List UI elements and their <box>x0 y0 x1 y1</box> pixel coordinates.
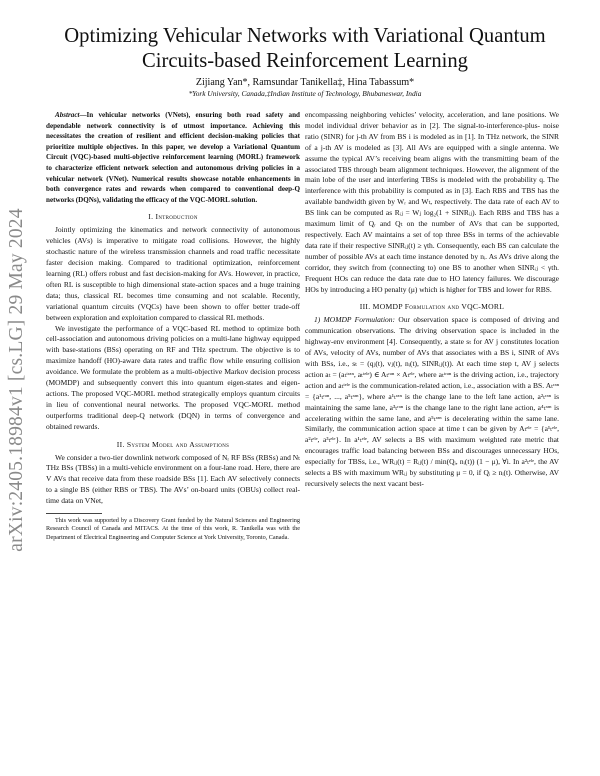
abstract-label: Abstract <box>55 111 80 119</box>
system-model-paragraph: We consider a two-tier downlink network composed of Nᵣ RF BSs (RBSs) and Nₜ THz BSs (TBSs) in a multi-vehicle environment on a four-lane road. Here, there are V AVs that receive data from these roadside BSs [1]. Each AV selectively connects to a single BS (either RBS or TBS). The AVs’ on-board units (OBUs) collect real-time data on VNet, <box>46 452 300 506</box>
paper-affiliations: *York University, Canada,‡Indian Institute of Technology, Bhubaneswar, India <box>188 89 422 98</box>
footnote-rule <box>46 513 102 514</box>
abstract-text: —In vehicular networks (VNets), ensuring both road safety and dependable network connectivity is of utmost importance. Achieving this necessitates the creation of resilient and efficient decision-making policies that prioritize multiple objectives. In this paper, we develop a Variational Quantum Circuit (VQC)-based multi-objective reinforcement learning (MORL) framework to characterize efficient network selection and autonomous driving policies in a vehicular network (VNet). Numerical results showcase notable enhancements in both convergence rates and rewards when compared to conventional deep-Q networks (DQNs), validating the efficacy of the VQC-MORL solution. <box>46 111 300 204</box>
section-heading-introduction: I. Introduction <box>148 212 198 222</box>
arxiv-identifier-text: arXiv:2405.18984v1 [cs.LG] 29 May 2024 <box>6 208 27 552</box>
momdp-paragraph-text: Our observation space is composed of driving and communication observations. The driving observation space is included in the highway-env environment [4]. Consequently, a state sₜ for AV j constitutes location of AVs, velocity of AVs, number of AVs that associates with a BS i, SINR of AVs with BSs, i.e., sₜ = (qⱼ(t), vⱼ(t), nᵢ(t), SINRᵢⱼ(t)). At each time step t, AV j selects action aₜ = (aₜᵗʳᵃⁿ, aₜᵗᵉˡᵉ) ∈ Aₜʳᵃⁿ × Aₜᵉˡᵉ, where aₜᵗʳᵃⁿ is the driving action, i.e., trajectory action and aₜᵗᵉˡᵉ is the communication-related action, i.e., association with a BS. Aₜʳᵃⁿ = {a¹ₜʳᵃⁿ, ..., a⁵ₜʳᵃⁿ}, where a¹ₜʳᵃⁿ is the change lane to the left lane action, a²ₜʳᵃⁿ is maintaining the same lane, a³ₜʳᵃⁿ is the change lane to the right lane action, a⁴ₜʳᵃⁿ is accelerating within the same lane, and a⁵ₜʳᵃⁿ is decelerating within the same lane. Similarly, the communication action space at time t can be given by Aₜᵉˡᵉ = {a¹ₜᵉˡᵉ, a²ₜᵉˡᵉ, a³ₜᵉˡᵉ}. In a¹ₜᵉˡᵉ, AV selects a BS with maximum weighted rate metric that encourages traffic load balancing between BSs and discourages unnecessary HOs, especially for TBSs, i.e., WRᵢⱼ(t) = Rᵢⱼ(t) / min(Qᵢ, nᵢ(t)) (1 − μ), ∀i. In a²ₜᵉˡᵉ, the AV selects a BS with maximum WRᵢⱼ by substituting μ = 0, if Qᵢ ≥ nᵢ(t). Otherwise, AV recursively selects the next vacant best- <box>305 315 560 488</box>
paper-title: Optimizing Vehicular Networks with Variational Quantum Circuits-based Reinforcement Learning <box>64 25 546 72</box>
right-column <box>305 110 559 490</box>
footnote: This work was supported by a Discovery Grant funded by the Natural Sciences and Engineering Research Council of Canada and MITACS. At the time of this work, R. Tanikella was with the Department of Electrical Engineering and Computer Science at York University, Toronto, Canada. <box>46 517 300 541</box>
system-model-continued-paragraph: encompassing neighboring vehicles’ velocity, acceleration, and lane positions. We model individual driver behavior as in [2]. The signal-to-interference-plus- noise ratio (SINR) for j-th AV from BS i is modeled as in [1]. In THz network, the SINR of a j-th AV is modeled as [3]. All AVs are equipped with a single antenna. We assume the typical AV’s receiving beam aligns with the transmitting beam of the associated TBS through beam alignment techniques. However, the alignment of the main lobe of the user and interfering TBSs is modeled with the probability q. The interference with this probability is computed as in [3]. Each RBS and TBS has the available bandwidth given by Wᵣ and Wₜ, respectively. The data rate of each AV to BS link can be computed as Rᵢⱼ = Wⱼ log₂(1 + SINRᵢⱼ). Each RBS and TBS has a maximum limit of Qᵣ and Qₜ on the number of AVs that can be supported, respectively. Each AV maintains a set of top three BSs in terms of the achievable data rate if their respective SINRᵢⱼ(t) ≥ γth. Consequently, each BS can calculate the number of possible AVs at each time instance denoted by nᵢ. As AVs drive along the corridor, they switch from (connecting to) one BS to another when SINRᵢⱼ < γth. Frequent HOs can reduce the data rate due to HO latency failures. We discourage HOs by introducing a HO penalty (μ) which is higher for TBS and lower for RBS. <box>305 110 559 294</box>
left-column <box>46 110 300 542</box>
intro-paragraph-2: We investigate the performance of a VQC-based RL method to optimize both cell-association and autonomous driving policies on a multi-lane highway equipped with base-stations (BSs) operating on RF and THz spectrum. The objective is to maximize handoff (HO)-aware data rates and traffic flow while ensuring collision avoidance. We formulate the problem as a multi-objective Markov decision process (MOMDP) and subsequently convert this into quantum eigen-states and eigen-actions. The proposed VQC-MORL method strategically employs quantum circuits in lieu of conventional neural networks. The proposed VQC-MORL method outperforms traditional deep-Q network (DQN) in terms of convergence and obtained rewards. <box>46 323 300 431</box>
abstract <box>46 110 300 205</box>
section-heading-momdp: III. MOMDP Formulation and VQC-MORL <box>359 302 505 312</box>
momdp-paragraph <box>305 315 559 490</box>
arxiv-identifier <box>6 160 28 600</box>
paper-authors: Zijiang Yan*, Ramsundar Tanikella‡, Hina Tabassum* <box>195 77 415 88</box>
section-heading-system-model: II. System Model and Assumptions <box>116 439 230 449</box>
intro-paragraph-1: Jointly optimizing the kinematics and network connectivity of autonomous vehicles (AVs) is imperative to mitigate road collisions. However, the highly stochastic nature of the wireless transmission channels and road traffic necessitate faster decision making. Compared to traditional optimization, reinforcement learning (RL) offers robust and fast decision-making for AVs. However, in practice, often RL is susceptible to high dimensional state-action spaces and a huge training data; thus, classical RL becomes time consuming and not scalable. Recently, variational quantum circuits (VQCs) have been shown to offer better trade-off between exploration and exploitation compared to classical RL methods. <box>46 225 300 322</box>
momdp-subheading: 1) MOMDP Formulation: <box>314 315 396 325</box>
